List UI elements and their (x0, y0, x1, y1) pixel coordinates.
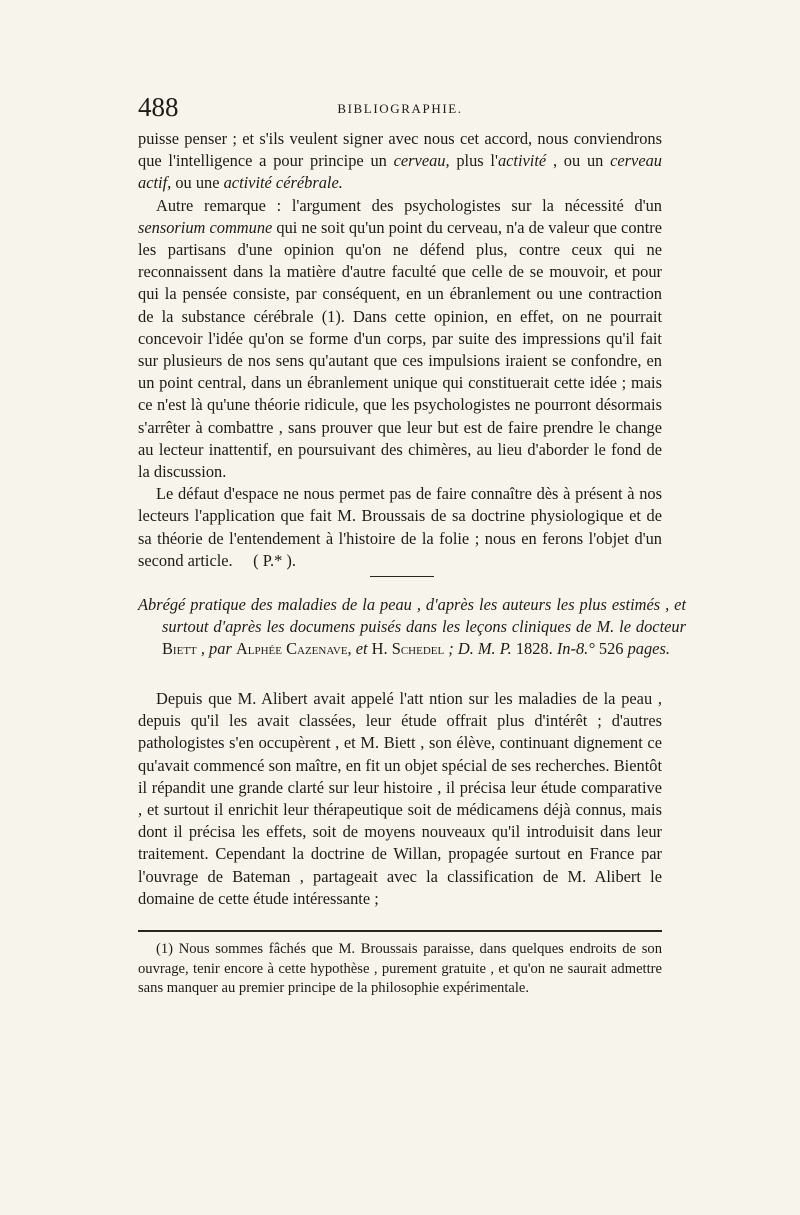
text-run: plus l' (449, 151, 498, 171)
smallcaps-run: Biett (162, 639, 197, 659)
paragraph-1 (138, 128, 662, 195)
text-run: ou une (171, 173, 224, 193)
text-run: et (351, 639, 372, 659)
smallcaps-run: Alphée Cazenave, (235, 639, 352, 659)
running-head: BIBLIOGRAPHIE. (337, 101, 463, 116)
text-run: ; D. M. P. (444, 639, 516, 659)
italic-run: cerveau actif, (138, 151, 662, 193)
main-text (138, 128, 662, 572)
review-heading (138, 594, 686, 661)
smallcaps-run: H. Schedel (371, 639, 445, 659)
text-run: qui ne soit qu'un point du cerveau, n'a de valeur que contre les partisans d'une opinion qu'on ne défend plus, contre ceux qui ne reconnaissent dans la matière d'autre faculté que celle de se mouvoir, et pour qui la pensée consiste, par conséquent, en un ébranlement ou une contraction de la substance cérébrale (1). Dans cette opinion, en effet, on ne pourrait concevoir l'idée qu'on se forme d'un corps, par suite des impressions qu'il fait sur plusieurs de nos sens qu'autant que ces impulsions iraient se confondre, en un point central, dans un ébranlement unique qui constituerait cette idée ; mais ce n'est là qu'une théorie ridicule, que les psychologistes ne pourront désormais s'arrêter à combattre , sans prouver que leur but est de faire prendre le change au lecteur inattentif, en poursuivant des chimères, au lieu d'aborder le fond de la discussion. (138, 217, 662, 482)
author-signature: ( P.* ). (253, 550, 296, 570)
text-run: , ou un (546, 151, 611, 171)
italic-run: sensorium commune (138, 217, 273, 237)
section-divider (370, 576, 434, 577)
review-text (138, 688, 662, 910)
text-run: In-8.° (552, 639, 599, 659)
paragraph-3 (138, 483, 662, 572)
text-run: , par (196, 639, 236, 659)
italic-run: cerveau, (393, 151, 450, 171)
footnote-1: (1) Nous sommes fâchés que M. Broussais paraisse, dans quelques endroits de son ouvrage, tenir encore à cette hypothèse , purement gratuite , et qu'on ne saurait admettre sans manquer au premier principe de la philosophie expérimentale. (138, 941, 662, 997)
text-run: Abrégé pratique des maladies de la peau , d'après les auteurs les plus estimés , et surtout d'après les documens puisés dans les leçons cliniques de M. le docteur (138, 595, 686, 637)
text-run: pages. (623, 639, 670, 659)
italic-run: activité cérébrale. (223, 173, 343, 193)
text-run: 526 (598, 639, 624, 659)
text-run: puisse penser ; et s'ils veulent signer avec nous cet accord, nous conviendrons que l'intelligence a pour principe un (138, 129, 662, 171)
italic-run: activité (497, 151, 547, 171)
paragraph-2 (138, 195, 662, 484)
page-header (138, 92, 662, 122)
text-run: Le défaut d'espace ne nous permet pas de faire connaître dès à présent à nos lecteurs l'application que fait M. Broussais de sa doctrine physiologique et de sa théorie de l'entendement à l'histoire de la folie ; nous en ferons l'objet d'un second article. (138, 484, 662, 570)
review-paragraph-1: Depuis que M. Alibert avait appelé l'att ntion sur les maladies de la peau , depuis qu'il les avait classées, leur étude offrait plus d'intérêt ; d'autres pathologistes s'en occupèrent , et M. Biett , son élève, continuant dignement ce qu'avait commencé son maître, en fit un objet spécial de ses recherches. Bientôt il répandit une grande clarté sur leur histoire , il précisa leur étude comparative , et surtout il enrichit leur thérapeutique soit de médicamens déjà connus, mais dont il précisa les effets, soit de moyens nouveaux qu'il introduisit dans leur traitement. Cependant la doctrine de Willan, propagée surtout en France par l'ouvrage de Bateman , partageait avec la classification de M. Alibert le domaine de cette étude intéressante ; (138, 689, 662, 908)
text-run: 1828. (515, 639, 553, 659)
text-run: Autre remarque : l'argument des psychologistes sur la nécessité d'un (156, 195, 662, 215)
footnote (138, 940, 662, 999)
footnote-rule (138, 930, 662, 932)
page-number: 488 (138, 92, 179, 122)
